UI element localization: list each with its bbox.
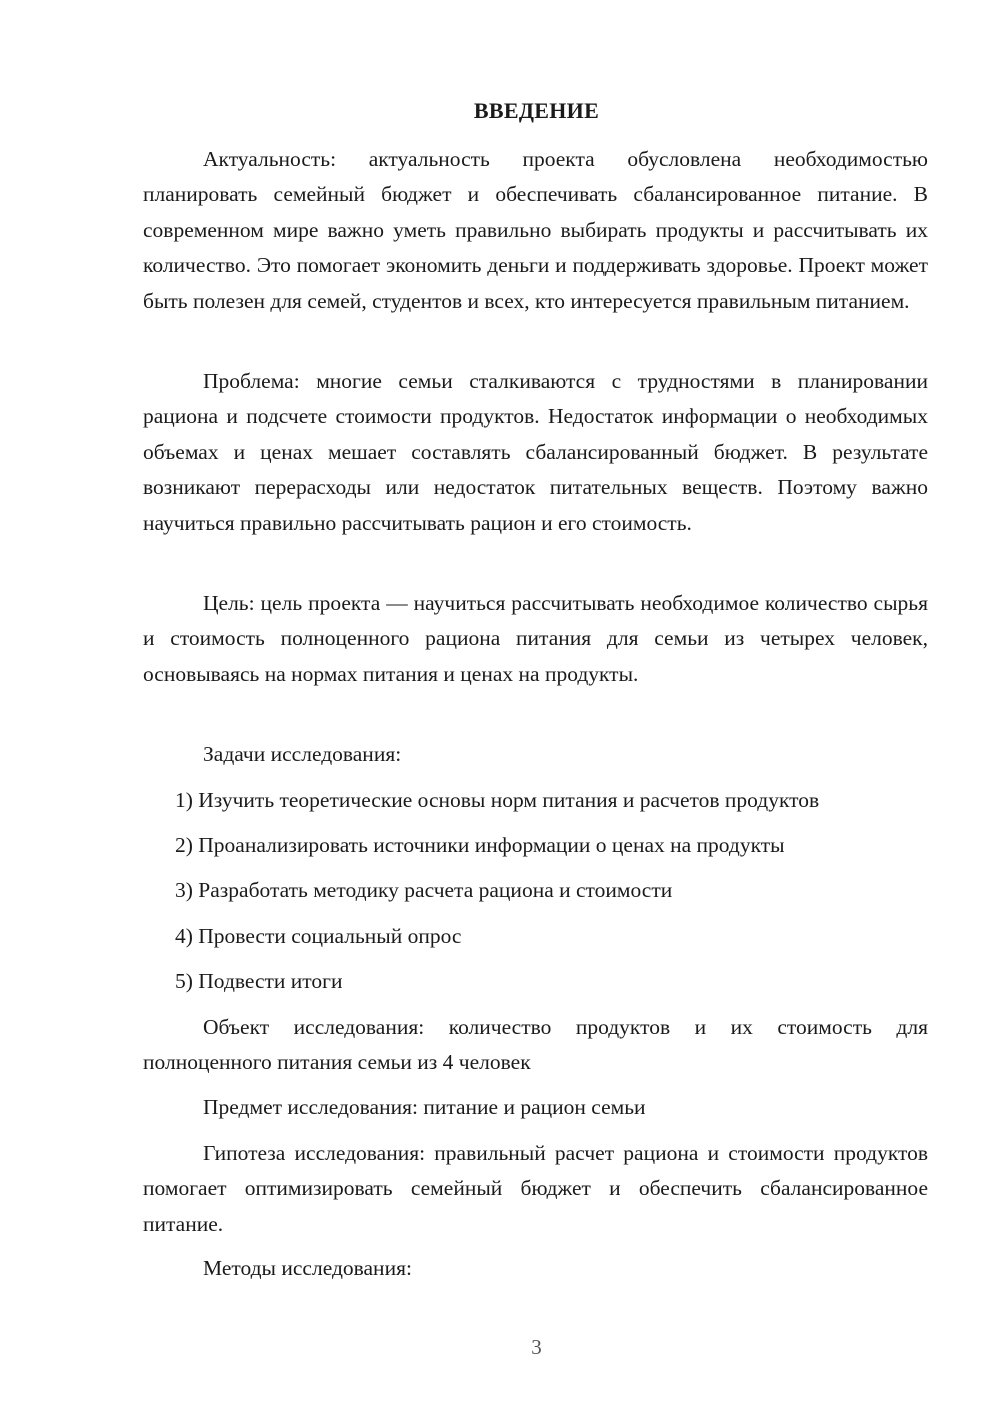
problem-paragraph: Проблема: многие семьи сталкиваются с трудностями в планировании рациона и подсчете стоимости продуктов. Недостаток информации о необходимых объемах и ценах мешает составлять сбалансированный бюджет. В результате возникают перерасходы или недостаток питательных веществ. Поэтому важно научиться правильно рассчитывать рацион и его стоимость.	[143, 369, 928, 535]
methods-title: Методы исследования:	[203, 1256, 412, 1280]
tasks-title: Задачи исследования:	[203, 742, 402, 766]
task-item-2: 2) Проанализировать источники информации о ценах на продукты	[175, 833, 785, 857]
relevance-paragraph: Актуальность: актуальность проекта обусловлена необходимостью планировать семейный бюджет и обеспечивать сбалансированное питание. В современном мире важно уметь правильно выбирать продукты и рассчитывать их количество. Это помогает экономить деньги и поддерживать здоровье. Проект может быть полезен для семей, студентов и всех, кто интересуется правильным питанием.	[143, 147, 928, 313]
task-item-1: 1) Изучить теоретические основы норм питания и расчетов продуктов	[175, 788, 820, 812]
page-number: 3	[531, 1335, 542, 1359]
subject-line: Предмет исследования: питание и рацион семьи	[203, 1095, 646, 1119]
task-item-4: 4) Провести социальный опрос	[175, 924, 462, 948]
hypothesis-paragraph: Гипотеза исследования: правильный расчет рациона и стоимости продуктов помогает оптимизировать семейный бюджет и обеспечить сбалансированное питание.	[143, 1141, 928, 1236]
task-item-3: 3) Разработать методику расчета рациона и стоимости	[175, 878, 673, 902]
task-item-5: 5) Подвести итоги	[175, 969, 343, 993]
goal-paragraph: Цель: цель проекта — научиться рассчитывать необходимое количество сырья и стоимость полноценного рациона питания для семьи из четырех человек, основываясь на нормах питания и ценах на продукты.	[143, 591, 928, 686]
section-heading: ВВЕДЕНИЕ	[473, 98, 600, 123]
object-paragraph: Объект исследования: количество продуктов и их стоимость для полноценного питания семьи из 4 человек	[143, 1015, 928, 1075]
